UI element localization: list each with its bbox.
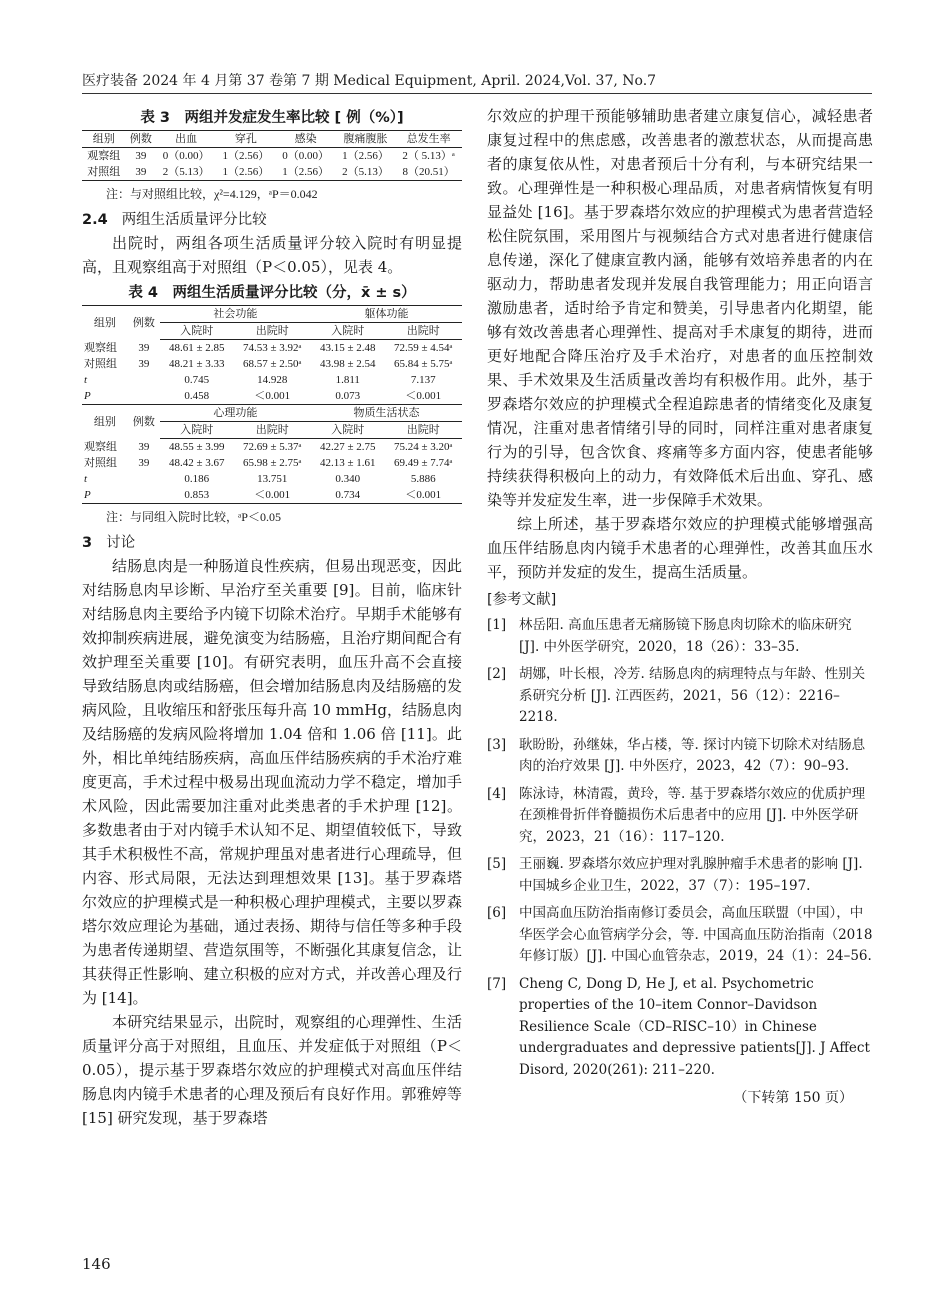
table3-cell: 2（5.13）: [336, 164, 396, 181]
table4-group-header-row: [82, 405, 462, 422]
paragraph-2-4: 出院时，两组各项生活质量评分较入院时有明显提高，且观察组高于对照组（P＜0.05），见表 4。: [82, 234, 462, 276]
reference-text: 王丽巍. 罗森塔尔效应护理对乳腺肿瘤手术患者的影响 [J]. 中国城乡企业卫生，2022，37（7）：195–197.: [519, 856, 863, 894]
reference-item: [487, 903, 873, 968]
table4-cell: 5.886: [410, 473, 436, 485]
table4-note: 注：与同组入院时比较，ᵃP＜0.05: [106, 510, 281, 524]
table3-cell: 1（2.56）: [342, 150, 389, 162]
references-heading: [参考文献]: [487, 592, 557, 608]
reference-number: [2]: [487, 666, 507, 682]
table4-cell: 75.24 ± 3.20ᵃ: [394, 441, 453, 453]
table4-cell: 7.137: [410, 374, 436, 386]
table4-cell: t: [84, 374, 88, 386]
table3-header-cell: 总发生率: [395, 131, 462, 148]
table4-cell: [128, 471, 160, 487]
table4-row: [82, 372, 462, 388]
table4-cell: 39: [138, 358, 150, 370]
table4-cell: 1.811: [335, 374, 360, 386]
running-header: 医疗装备 2024 年 4 月第 37 卷第 7 期 Medical Equipment, April. 2024,Vol. 37, No.7: [82, 73, 657, 89]
table4-cell: 48.61 ± 2.85: [168, 342, 225, 354]
table4-row: [82, 455, 462, 471]
reference-number: [7]: [487, 975, 507, 992]
table4-cell: 14.928: [257, 374, 288, 386]
table4-cell: 0.853: [160, 487, 234, 504]
table4-group-header: 心理功能: [160, 405, 311, 422]
table4-cell: ＜0.001: [405, 390, 442, 402]
section-3-heading: 3 讨论: [82, 535, 136, 551]
table4-cell: 0.734: [311, 487, 385, 504]
table3-cell: 2（ 5.13）ᵃ: [402, 150, 455, 162]
discussion-paragraph-2: 本研究结果显示，出院时，观察组的心理弹性、生活质量评分高于对照组，且血压、并发症低于对照组（P＜0.05），提示基于罗森塔尔效应的护理模式对高血压伴结肠息肉内镜手术患者的心理及预后有良好作用。郭雅婷等 [15] 研究发现，基于罗森塔: [82, 1013, 462, 1127]
table4-sub-header: 出院时: [385, 422, 462, 439]
table4-group-header: 躯体功能: [311, 306, 462, 323]
table3-cell: 39: [135, 150, 147, 162]
table4-cell: 43.15 ± 2.48: [319, 342, 376, 354]
table4-cell: 0.186: [184, 473, 210, 485]
table4-col-n: 例数: [128, 405, 160, 439]
table4-cell: 68.57 ± 2.50ᵃ: [242, 358, 302, 370]
discussion-paragraph-3: 尔效应的护理干预能够辅助患者建立康复信心，减轻患者康复过程中的焦虑感，改善患者的激惹状态，从而提高患者的康复依从性，对患者预后十分有利，与本研究结果一致。心理弹性是一种积极心理品质，对患者病情恢复有明显益处 [16]。基于罗森塔尔效应的护理模式为患者营造轻松住院氛围，采用图片与视频结合方式对患者进行健康信息传递，深化了健康宣教内涵，能够有效培养患者的内在驱动力，帮助患者发现并发展自我管理能力；用正向语言激励患者，适时给予肯定和赞美，引导患者内化期望，能够有效改善患者心理弹性、提高对手术康复的期待，进而更好地配合降压治疗及手术治疗，对患者的血压控制效果、手术效果及生活质量改善均有积极作用。此外，基于罗森塔尔效应的护理模式全程追踪患者的情绪变化及康复情况，注重对患者情绪引导的同时，同样注重对患者康复行为的引导，包含饮食、疼痛等多方面内容，使患者能够持续获得积极向上的动力，有效降低术后出血、穿孔、感染等并发症发生率，进一步保障手术效果。: [487, 107, 873, 509]
table4-group-header-row: [82, 306, 462, 323]
table4-sub-header: 入院时: [160, 422, 234, 439]
conclusion-paragraph: 综上所述，基于罗森塔尔效应的护理模式能够增强高血压伴结肠息肉内镜手术患者的心理弹性，改善其血压水平，预防并发症的发生，提高生活质量。: [487, 515, 873, 581]
table4-cell: 观察组: [84, 440, 117, 453]
table3-header-cell: 出血: [156, 131, 216, 148]
table4-cell: 42.13 ± 1.61: [319, 457, 376, 469]
table4-cell: ＜0.001: [385, 487, 462, 504]
table3-cell: 1（2.56）: [222, 150, 270, 162]
table3-cell: 对照组: [82, 164, 126, 181]
table4-sub-header: 入院时: [160, 323, 234, 340]
table4-cell: 13.751: [257, 473, 288, 485]
reference-number: [5]: [487, 856, 507, 872]
table4-cell: 65.98 ± 2.75ᵃ: [242, 457, 302, 469]
table4-group-header: 物质生活状态: [311, 405, 462, 422]
table4-cell: 43.98 ± 2.54: [319, 358, 376, 370]
table4-cell: 0.340: [335, 473, 361, 485]
table4-cell: 0.073: [335, 390, 361, 402]
table4-cell: 观察组: [84, 341, 117, 354]
reference-text: Cheng C, Dong D, He J, et al. Psychometric properties of the 10–item Connor–Davidson Resilience Scale（CD–RISC–10）in Chinese undergraduates and depressive patients[J]. J Affect Disord, 2020(261): 211–220.: [519, 975, 870, 1078]
reference-text: 陈泳诗，林清霞，黄玲，等. 基于罗森塔尔效应的优质护理在颈椎骨折伴脊髓损伤术后患者中的应用 [J]. 中外医学研究，2023，21（16）：117–120.: [519, 785, 866, 845]
table4-col-group: 组别: [82, 306, 128, 340]
reference-item: [487, 974, 873, 1082]
table4-sub-header: 入院时: [311, 422, 385, 439]
table3-cell: 1（2.56）: [216, 164, 276, 181]
table3-header-cell: 穿孔: [216, 131, 276, 148]
table4-sub-header: 入院时: [311, 323, 385, 340]
reference-text: 耿盼盼，孙继妹，华占楼，等. 探讨内镜下切除术对结肠息肉的治疗效果 [J]. 中外医疗，2023，42（7）：90–93.: [519, 736, 866, 774]
table4-row: [82, 487, 462, 504]
table4-cell: 65.84 ± 5.75ᵃ: [394, 358, 453, 370]
table3-header-cell: 感染: [276, 131, 336, 148]
table4-cell: 72.59 ± 4.54ᵃ: [394, 342, 453, 354]
table3-row: [82, 148, 462, 165]
table4-group-header: 社会功能: [160, 306, 311, 323]
table3-header-cell: 腹痛腹胀: [336, 131, 396, 148]
table4-cell: ＜0.001: [254, 390, 291, 402]
reference-text: 胡娜，叶长根，冷芳. 结肠息肉的病理特点与年龄、性别关系研究分析 [J]. 江西医药，2021，56（12）：2216–2218.: [519, 666, 866, 725]
table4-sub-header: 出院时: [234, 323, 311, 340]
table4-row: [82, 471, 462, 487]
table3-header-cell: 例数: [126, 131, 157, 148]
table3-note: 注：与对照组比较，χ²=4.129，ᵃP＝0.042: [106, 187, 318, 201]
table4-cell: [128, 372, 160, 388]
table4-cell: 72.69 ± 5.37ᵃ: [242, 441, 302, 453]
reference-item: [487, 664, 873, 729]
table4-cell: 74.53 ± 3.92ᵃ: [242, 342, 302, 354]
table4-sub-header: 出院时: [385, 323, 462, 340]
table4-cell: 69.49 ± 7.74ᵃ: [394, 457, 453, 469]
reference-item: [487, 854, 873, 897]
reference-number: [4]: [487, 785, 507, 802]
table4-row: [82, 388, 462, 405]
reference-number: [3]: [487, 736, 507, 753]
table4-sub-header: 出院时: [234, 422, 311, 439]
table4-cell: [128, 388, 160, 405]
reference-item: [487, 735, 873, 778]
reference-text: 林岳阳. 高血压患者无痛肠镜下肠息肉切除术的临床研究 [J]. 中外医学研究，2020，18（26）：33–35.: [519, 617, 852, 655]
reference-text: 中国高血压防治指南修订委员会，高血压联盟（中国），中华医学会心血管病学分会，等. 中国高血压防治指南（2018 年修订版）[J]. 中国心血管杂志，2019，24（1）：24–56.: [519, 905, 873, 964]
table4-cell: 对照组: [84, 457, 117, 469]
table4-cell: 48.21 ± 3.33: [168, 358, 225, 370]
section-2-4-heading: 2.4 两组生活质量评分比较: [82, 212, 267, 228]
reference-number: [1]: [487, 617, 507, 633]
discussion-paragraph-1: 结肠息肉是一种肠道良性疾病，但易出现恶变，因此对结肠息肉早诊断、早治疗至关重要 [9]。目前，临床针对结肠息肉主要给予内镜下切除术治疗。早期手术能够有效抑制疾病进展，避免演变为结肠癌，且治疗期间配合有效护理至关重要 [10]。有研究表明，血压升高不会直接导致结肠息肉或结肠癌，但会增加结肠息肉及结肠癌的发病风险，且收缩压和舒张压每升高 10 mmHg，结肠息肉及结肠癌的发病风险将增加 1.04 倍和 1.06 倍 [11]。此外，相比单纯结肠疾病，高血压伴结肠疾病的手术治疗难度更高，手术过程中极易出现血流动力学不稳定，增加手术风险，因此需要加注重对此类患者的手术护理 [12]。多数患者由于对内镜手术认知不足、期望值较低下，导致其手术积极性不高，常规护理虽对患者进行心理疏导，但内容、形式局限，无法达到理想效果 [13]。基于罗森塔尔效应的护理模式是一种积极心理护理模式，主要以罗森塔尔效应理论为基础，通过表扬、期待与信任等多种手段为患者传递期望、营造氛围等，不断强化其康复信念，让其获得正性影响、建立积极的应对方式，并改善心理及行为 [14]。: [82, 557, 462, 1007]
table4-cell: t: [84, 473, 88, 485]
table4-cell: 42.27 ± 2.75: [319, 441, 376, 453]
table4-title: 表 4 两组生活质量评分比较（分，x̄ ± s）: [128, 285, 416, 301]
table4-cell: [128, 487, 160, 504]
table4: [82, 305, 462, 504]
reference-item: [487, 615, 873, 658]
left-column: [82, 104, 462, 1130]
table4-cell: 39: [138, 440, 150, 453]
table4-cell: 39: [138, 457, 150, 469]
table3-cell: 0（0.00）: [282, 150, 330, 162]
table4-cell: 0.458: [184, 390, 210, 402]
reference-list: [487, 615, 873, 1081]
table3-title: 表 3 两组并发症发生率比较 [ 例（%）]: [140, 110, 404, 126]
table4-col-n: 例数: [128, 306, 160, 340]
reference-item: [487, 784, 873, 849]
table3-cell: 8（20.51）: [395, 164, 462, 181]
table3-cell: 观察组: [87, 150, 121, 162]
table3-cell: 1（2.56）: [276, 164, 336, 181]
table4-cell: ＜0.001: [234, 487, 311, 504]
header-rule: [82, 93, 872, 94]
table4-cell: 0.745: [184, 374, 210, 386]
continued-note: （下转第 150 页）: [733, 1090, 853, 1106]
table4-cell: P: [82, 487, 128, 504]
table4-row: [82, 439, 462, 456]
table3-cell: 2（5.13）: [156, 164, 216, 181]
table4-cell: 48.42 ± 3.67: [168, 457, 225, 469]
table3-header-cell: 组别: [82, 131, 126, 148]
table3-cell: 0（0.00）: [162, 150, 210, 162]
table4-col-group: 组别: [82, 405, 128, 439]
right-column: [487, 104, 873, 1107]
page-number: 146: [82, 1255, 111, 1273]
table4-row: [82, 356, 462, 372]
table4-row: [82, 340, 462, 357]
table4-cell: 48.55 ± 3.99: [168, 441, 225, 453]
table3-header-row: [82, 131, 462, 148]
table4-cell: 39: [138, 341, 150, 354]
table4-cell: 对照组: [84, 358, 117, 370]
table3: [82, 130, 462, 181]
reference-number: [6]: [487, 905, 507, 921]
table3-cell: 39: [126, 164, 157, 181]
table3-row: [82, 164, 462, 181]
table4-cell: P: [84, 390, 91, 402]
